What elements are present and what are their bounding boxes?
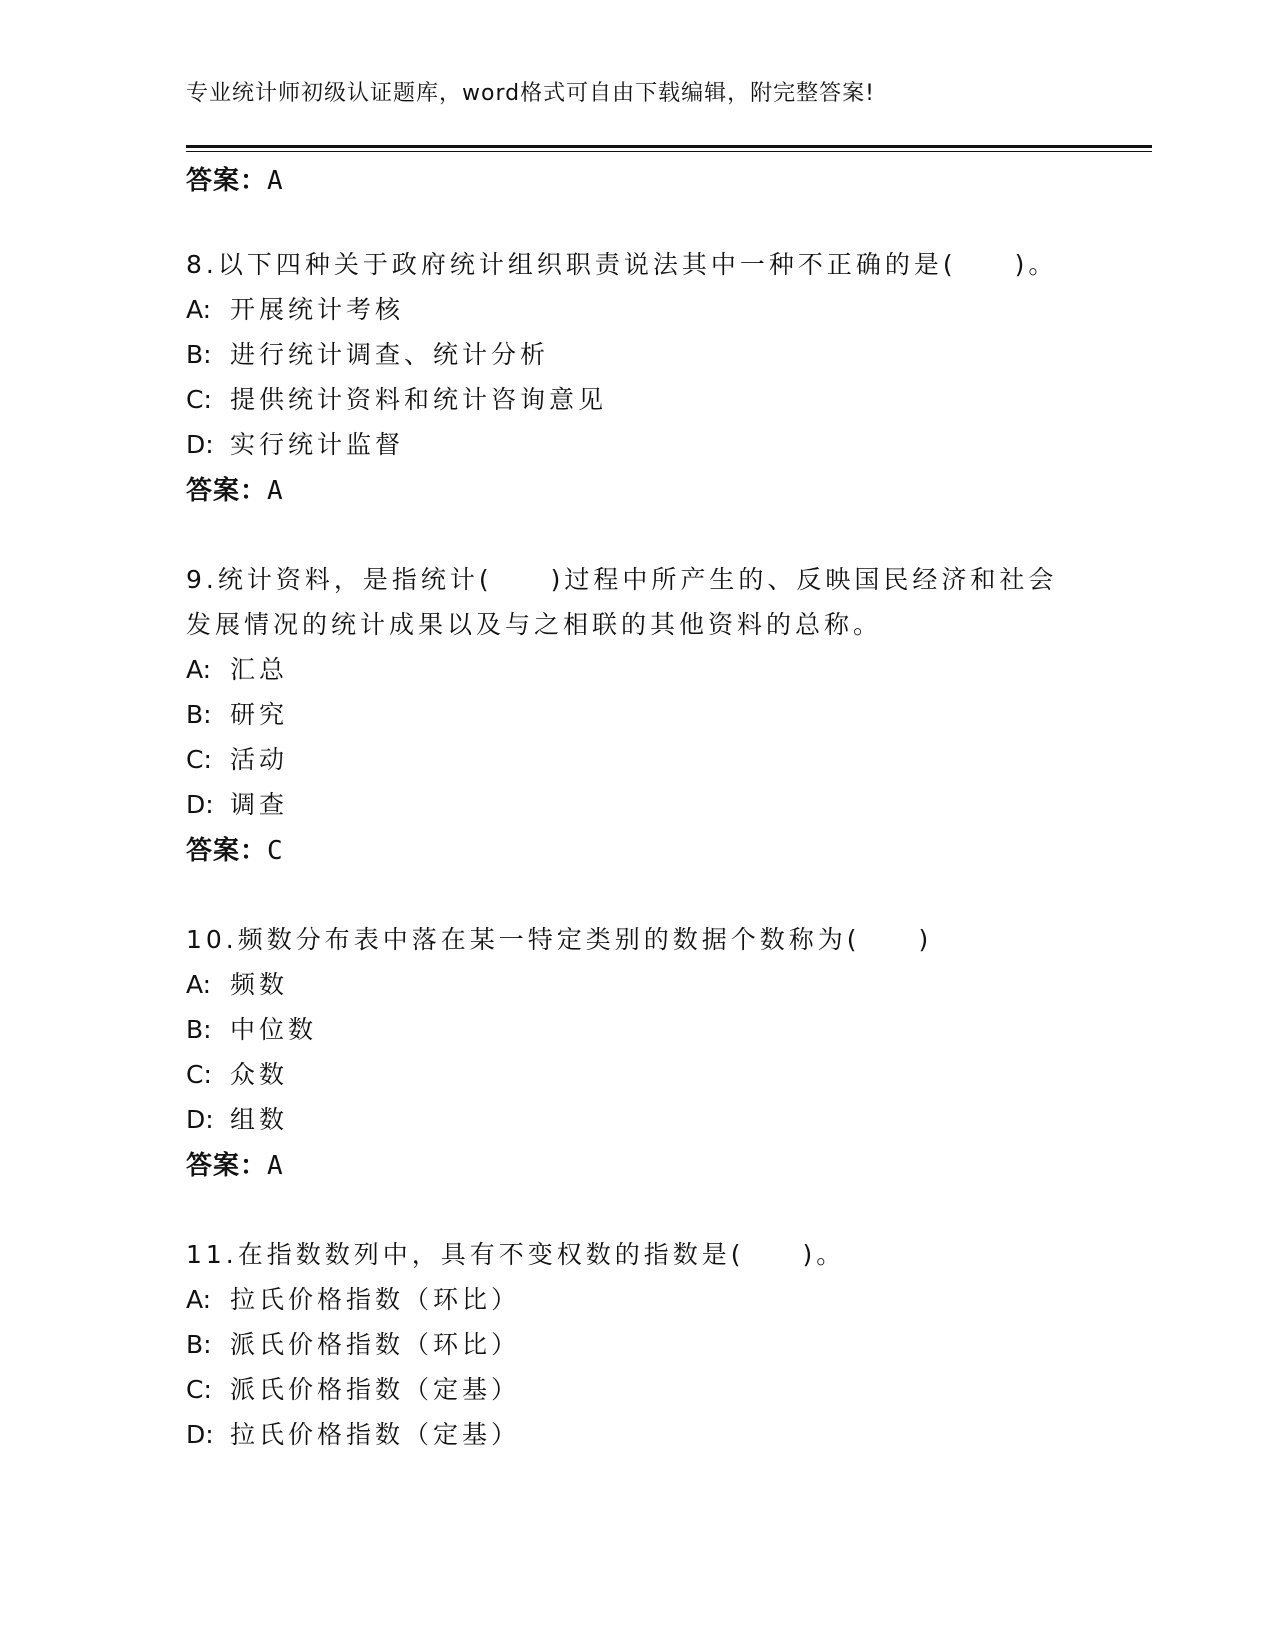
header-rule-thick (186, 145, 1152, 148)
option-c (186, 1370, 520, 1406)
answer-value: A (267, 166, 284, 196)
option-text: 拉氏价格指数（定基） (230, 1420, 521, 1449)
option-text: 派氏价格指数（定基） (230, 1375, 521, 1404)
option-key: C: (186, 385, 212, 414)
option-key: B: (186, 1015, 212, 1044)
option-key: A: (186, 970, 212, 999)
option-text: 研究 (230, 700, 289, 729)
answer-value: A (267, 476, 284, 506)
option-d (186, 1100, 288, 1136)
option-d (186, 1415, 520, 1451)
option-key: C: (186, 1060, 212, 1089)
question-text: 11.在指数数列中，具有不变权数的指数是( )。 (186, 1240, 846, 1269)
option-key: B: (186, 700, 212, 729)
question-text: 10.频数分布表中落在某一特定类别的数据个数称为( ) (186, 925, 933, 954)
option-key: A: (186, 295, 212, 324)
option-key: D: (186, 790, 214, 819)
option-a (186, 1280, 520, 1316)
answer-line (186, 160, 284, 197)
answer-value: A (267, 1151, 284, 1181)
option-c (186, 740, 288, 776)
option-b (186, 695, 288, 731)
option-a (186, 650, 288, 686)
option-text: 拉氏价格指数（环比） (230, 1285, 521, 1314)
option-text: 开展统计考核 (230, 295, 405, 324)
option-text: 调查 (230, 790, 289, 819)
option-key: D: (186, 1420, 214, 1449)
option-b (186, 335, 549, 371)
option-b (186, 1010, 317, 1046)
question-text-continued: 发展情况的统计成果以及与之相联的其他资料的总称。 (186, 610, 883, 639)
answer-line (186, 830, 284, 867)
answer-value: C (267, 836, 284, 866)
answer-label: 答案： (186, 836, 268, 866)
header-text: 专业统计师初级认证题库，word格式可自由下载编辑，附完整答案! (186, 81, 875, 106)
option-b (186, 1325, 520, 1361)
header-rule-thin (186, 151, 1152, 152)
option-text: 进行统计调查、统计分析 (230, 340, 550, 369)
option-c (186, 1055, 288, 1091)
answer-label: 答案： (186, 166, 268, 196)
option-key: D: (186, 1105, 214, 1134)
option-text: 活动 (230, 745, 289, 774)
option-text: 派氏价格指数（环比） (230, 1330, 521, 1359)
option-text: 中位数 (230, 1015, 318, 1044)
option-d (186, 785, 288, 821)
question-text: 8.以下四种关于政府统计组织职责说法其中一种不正确的是( )。 (186, 250, 1058, 279)
option-text: 汇总 (230, 655, 289, 684)
option-text: 实行统计监督 (230, 430, 405, 459)
option-a (186, 290, 404, 326)
option-text: 提供统计资料和统计咨询意见 (230, 385, 608, 414)
option-key: A: (186, 1285, 212, 1314)
option-text: 频数 (230, 970, 289, 999)
option-key: C: (186, 745, 212, 774)
option-text: 众数 (230, 1060, 289, 1089)
option-key: A: (186, 655, 212, 684)
answer-label: 答案： (186, 476, 268, 506)
question-text: 9.统计资料，是指统计( )过程中所产生的、反映国民经济和社会 (186, 565, 1058, 594)
answer-line (186, 1145, 284, 1182)
option-d (186, 425, 404, 461)
option-key: B: (186, 340, 212, 369)
answer-label: 答案： (186, 1151, 268, 1181)
option-text: 组数 (230, 1105, 289, 1134)
option-key: C: (186, 1375, 212, 1404)
option-c (186, 380, 607, 416)
answer-line (186, 470, 284, 507)
option-key: D: (186, 430, 214, 459)
option-key: B: (186, 1330, 212, 1359)
option-a (186, 965, 288, 1001)
